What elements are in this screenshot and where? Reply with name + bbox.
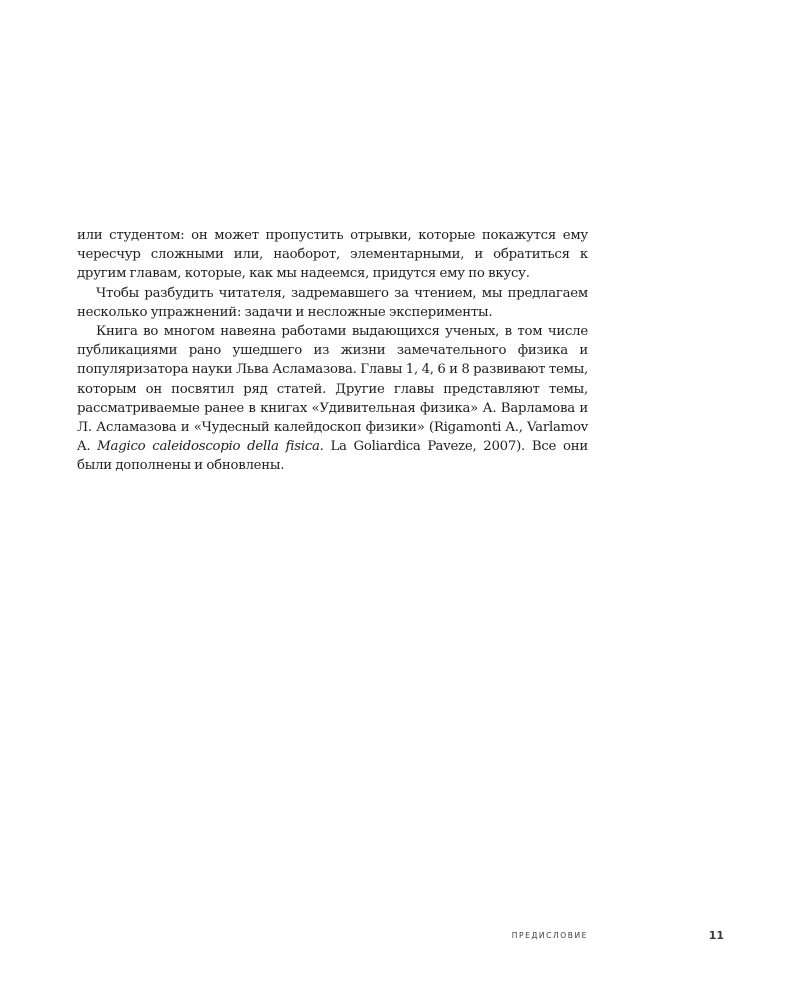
paragraph: Чтобы разбудить читателя, задремавшего за чтением, мы предлагаем несколько упражнений: задачи и несложные эксперименты. [77,285,588,320]
paragraph [77,322,588,476]
page-number: 11 [708,929,724,942]
book-title-italic: Magico caleidoscopio della fisica. [97,439,324,455]
paragraph-text: Книга во многом навеяна работами выдающихся ученых, в том числе публикациями рано ушедшего из жизни замечательного физика и популяризатора науки Льва Асламазова. Главы 1, 4, 6 и 8 развивают темы, которым он посвятил ряд статей. Другие главы представляют темы, рассматриваемые ранее в книгах «Удивительная физика» А. Варламова и Л. Асламазова и «Чудесный калейдоскоп физики» (Rigamonti A., Varlamov A. [77,324,588,455]
paragraph-text: La Goliardica Paveze, 2007). Все они были дополнены и обновлены. [77,439,588,474]
paragraph-continued: или студентом: он может пропустить отрывки, которые покажутся ему чересчур сложными или, наоборот, элементарными, и обратиться к другим главам, которые, как мы надеемся, придутся ему по вкусу. [77,228,588,282]
running-footer-section: ПРЕДИСЛОВИЕ [511,931,588,940]
main-text [77,226,588,476]
